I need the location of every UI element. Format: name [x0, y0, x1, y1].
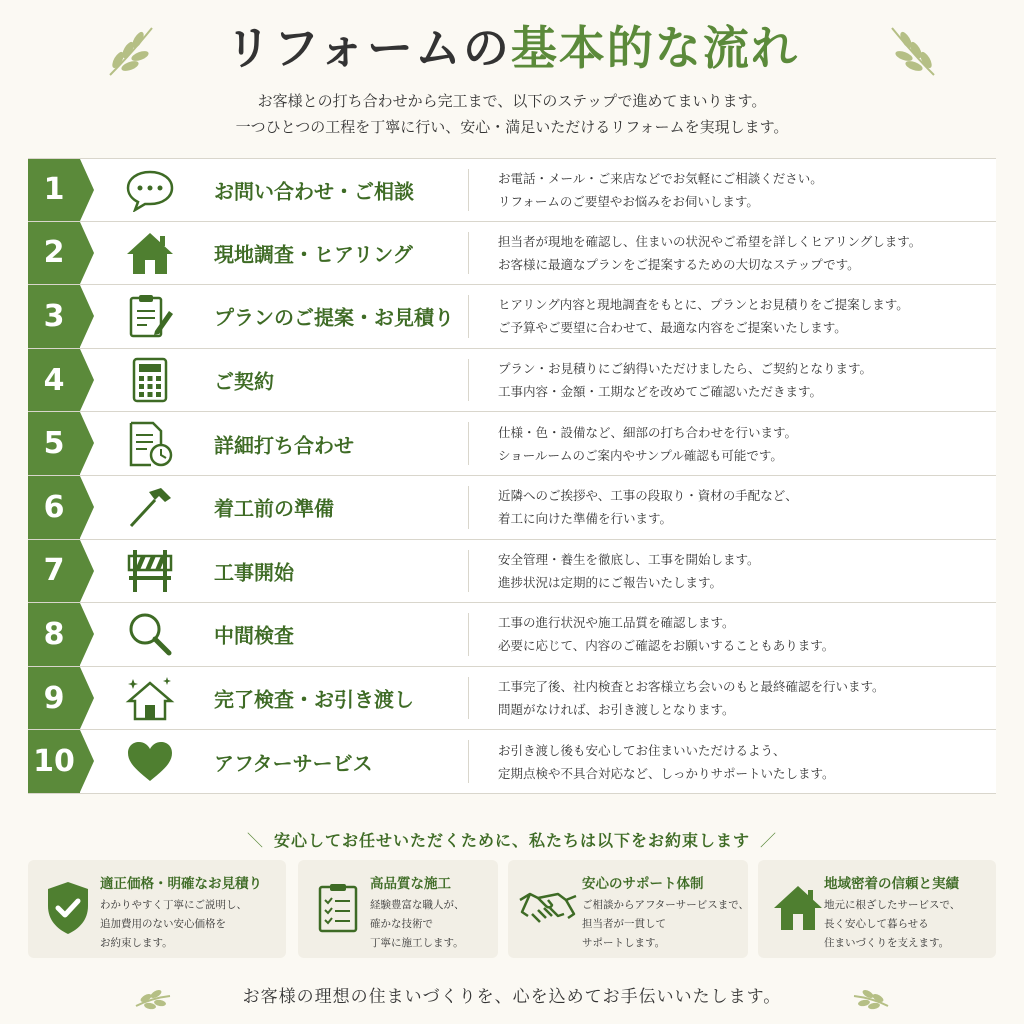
- step-number: 10: [28, 730, 80, 793]
- step-number: 7: [28, 540, 80, 603]
- step-number: 2: [28, 222, 80, 285]
- step-description: プラン・お見積りにご納得いただけましたら、ご契約となります。 工事内容・金額・工期などを改めてご確認いただきます。: [498, 361, 873, 400]
- step-row: [28, 349, 996, 413]
- promise-cards: [28, 860, 996, 958]
- promise-card: [508, 860, 748, 958]
- footer-message: お客様の理想の住まいづくりを、心を込めてお手伝いいたします。: [242, 987, 782, 1007]
- step-number: 9: [28, 667, 80, 730]
- house-icon: [124, 230, 176, 276]
- step-title: アフターサービス: [214, 751, 373, 776]
- step-title: 詳細打ち合わせ: [214, 433, 354, 458]
- promise-heading: ＼ 安心してお任せいただくために、私たちは以下をお約束します ／: [246, 831, 778, 850]
- laurel-sprig-icon: [884, 20, 944, 80]
- calculator-icon: [124, 357, 176, 403]
- card-title: 適正価格・明確なお見積り: [100, 876, 262, 892]
- step-title: ご契約: [214, 369, 274, 394]
- card-description: わかりやすく丁寧にご説明し、 追加費用のない安心価格を お約束します。: [100, 899, 247, 949]
- step-title: 工事開始: [214, 560, 294, 585]
- divider: [468, 677, 469, 720]
- step-description: お電話・メール・ご来店などでお気軽にご相談ください。 リフォームのご要望やお悩みをお伺いします。: [498, 170, 823, 209]
- step-row: [28, 158, 996, 222]
- step-row: [28, 412, 996, 476]
- shield-check-icon: [38, 878, 98, 938]
- step-description: 工事完了後、社内検査とお客様立ち会いのもと最終確認を行います。 問題がなければ、お引き渡しとなります。: [498, 679, 885, 718]
- subtitle: お客様との打ち合わせから完工まで、以下のステップで進めてまいります。 一つひとつの工程を丁寧に行い、安心・満足いただけるリフォームを実現します。: [235, 92, 789, 136]
- step-title: 完了検査・お引き渡し: [214, 687, 414, 712]
- chat-bubble-icon: [124, 167, 176, 213]
- step-description: ヒアリング内容と現地調査をもとに、プランとお見積りをご提案します。 ご予算やご要望に合わせて、最適な内容をご提案いたします。: [498, 297, 909, 336]
- step-row: [28, 285, 996, 349]
- page-title: リフォームの基本的な流れ: [225, 21, 799, 75]
- divider: [468, 613, 469, 656]
- checklist-icon: [308, 878, 368, 938]
- handshake-icon: [518, 878, 578, 938]
- step-description: 仕様・色・設備など、細部の打ち合わせを行います。 ショールームのご案内やサンプル確認も可能です。: [498, 424, 798, 463]
- divider: [468, 422, 469, 465]
- divider: [468, 550, 469, 593]
- step-row: [28, 603, 996, 667]
- heart-icon: [124, 739, 176, 785]
- step-number: 6: [28, 476, 80, 539]
- step-number: 5: [28, 412, 80, 475]
- laurel-sprig-icon: [852, 976, 892, 1012]
- document-clock-icon: [124, 421, 176, 467]
- home-solid-icon: [768, 878, 828, 938]
- step-row: [28, 730, 996, 794]
- step-row: [28, 540, 996, 604]
- construction-barrier-icon: [124, 548, 176, 594]
- card-title: 地域密着の信頼と実績: [824, 876, 959, 892]
- promise-card: [298, 860, 498, 958]
- step-row: [28, 476, 996, 540]
- divider: [468, 169, 469, 211]
- magnifier-icon: [124, 611, 176, 657]
- step-number: 1: [28, 159, 80, 221]
- divider: [468, 232, 469, 275]
- hammer-icon: [124, 484, 176, 530]
- card-description: ご相談からアフターサービスまで、 担当者が一貫して サポートします。: [582, 899, 750, 949]
- step-description: 担当者が現地を確認し、住まいの状況やご希望を詳しくヒアリングします。 お客様に最適なプランをご提案するための大切なステップです。: [498, 233, 922, 272]
- step-description: 近隣へのご挨拶や、工事の段取り・資材の手配など、 着工に向けた準備を行います。: [498, 488, 798, 527]
- divider: [468, 486, 469, 529]
- header: [0, 0, 1024, 150]
- step-title: 着工前の準備: [214, 496, 334, 521]
- step-row: [28, 667, 996, 731]
- clipboard-pencil-icon: [124, 293, 176, 339]
- step-list: [28, 158, 996, 794]
- promise-card: [758, 860, 996, 958]
- step-title: お問い合わせ・ご相談: [214, 179, 414, 204]
- step-description: 安全管理・養生を徹底し、工事を開始します。 進捗状況は定期的にご報告いたします。: [498, 551, 760, 590]
- step-description: 工事の進行状況や施工品質を確認します。 必要に応じて、内容のご確認をお願いすることもあります。: [498, 615, 835, 654]
- card-title: 安心のサポート体制: [582, 876, 704, 892]
- step-number: 8: [28, 603, 80, 666]
- house-sparkle-icon: [124, 675, 176, 721]
- step-number: 4: [28, 349, 80, 412]
- promise-card: [28, 860, 286, 958]
- card-description: 地元に根ざしたサービスで、 長く安心して暮らせる 住まいづくりを支えます。: [824, 899, 961, 949]
- step-row: [28, 222, 996, 286]
- step-number: 3: [28, 285, 80, 348]
- divider: [468, 295, 469, 338]
- card-title: 高品質な施工: [370, 876, 451, 892]
- card-description: 経験豊富な職人が、 確かな技術で 丁寧に施工します。: [370, 899, 465, 949]
- step-title: 現地調査・ヒアリング: [214, 242, 413, 267]
- step-description: お引き渡し後も安心してお住まいいただけるよう、 定期点検や不具合対応など、しっかりサポートいたします。: [498, 742, 835, 781]
- divider: [468, 740, 469, 783]
- step-title: 中間検査: [214, 623, 294, 648]
- divider: [468, 359, 469, 402]
- step-title: プランのご提案・お見積り: [214, 305, 454, 330]
